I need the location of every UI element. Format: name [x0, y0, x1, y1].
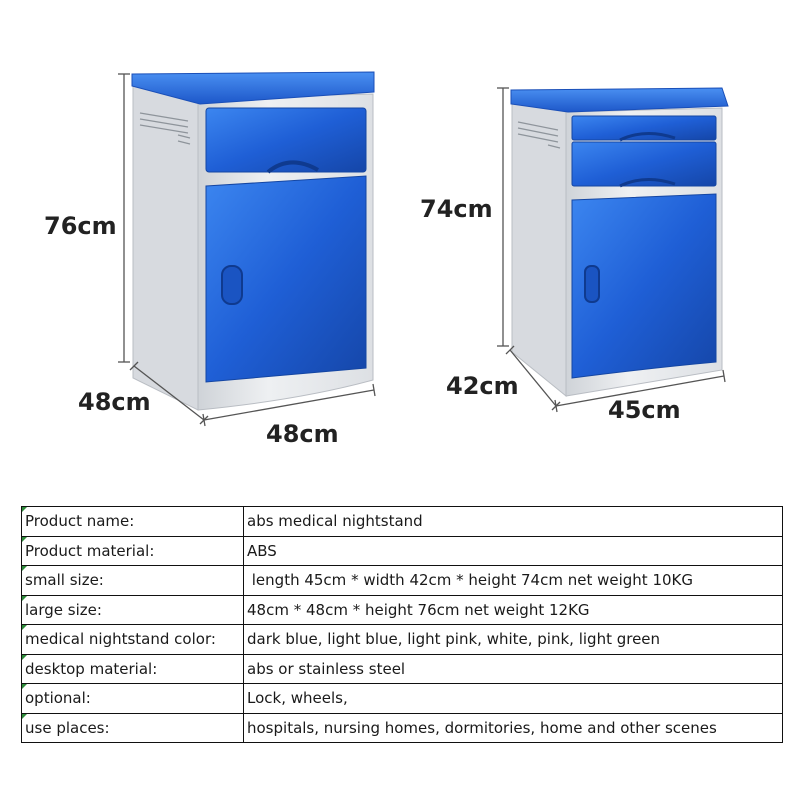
table-row: [22, 625, 783, 655]
table-row: [22, 654, 783, 684]
small-width-label: 45cm: [608, 396, 681, 424]
spec-label: use places:: [22, 713, 244, 743]
spec-value: length 45cm * width 42cm * height 74cm net weight 10KG: [244, 566, 783, 596]
large-nightstand: [132, 72, 374, 410]
spec-value: dark blue, light blue, light pink, white, pink, light green: [244, 625, 783, 655]
table-row: [22, 713, 783, 743]
table-row: [22, 595, 783, 625]
spec-label: desktop material:: [22, 654, 244, 684]
small-drawer-upper: [572, 116, 716, 140]
spec-value: Lock, wheels,: [244, 684, 783, 714]
large-depth-label: 48cm: [78, 388, 151, 416]
small-height-label: 74cm: [420, 195, 493, 223]
large-side-panel: [133, 84, 198, 410]
spec-value: hospitals, nursing homes, dormitories, home and other scenes: [244, 713, 783, 743]
large-height-label: 76cm: [44, 212, 117, 240]
spec-table: [21, 506, 783, 743]
spec-label: Product name:: [22, 507, 244, 537]
spec-label: large size:: [22, 595, 244, 625]
spec-value: ABS: [244, 536, 783, 566]
spec-value: 48cm * 48cm * height 76cm net weight 12KG: [244, 595, 783, 625]
small-side-panel: [512, 100, 566, 396]
large-width-label: 48cm: [266, 420, 339, 448]
spec-label: optional:: [22, 684, 244, 714]
small-door-handle: [585, 266, 599, 302]
table-row: [22, 684, 783, 714]
table-row: [22, 536, 783, 566]
table-row: [22, 507, 783, 537]
spec-label: Product material:: [22, 536, 244, 566]
small-depth-label: 42cm: [446, 372, 519, 400]
small-nightstand: [511, 88, 728, 396]
spec-value: abs medical nightstand: [244, 507, 783, 537]
spec-label: medical nightstand color:: [22, 625, 244, 655]
spec-label: small size:: [22, 566, 244, 596]
large-door-handle: [222, 266, 242, 304]
table-row: [22, 566, 783, 596]
spec-value: abs or stainless steel: [244, 654, 783, 684]
